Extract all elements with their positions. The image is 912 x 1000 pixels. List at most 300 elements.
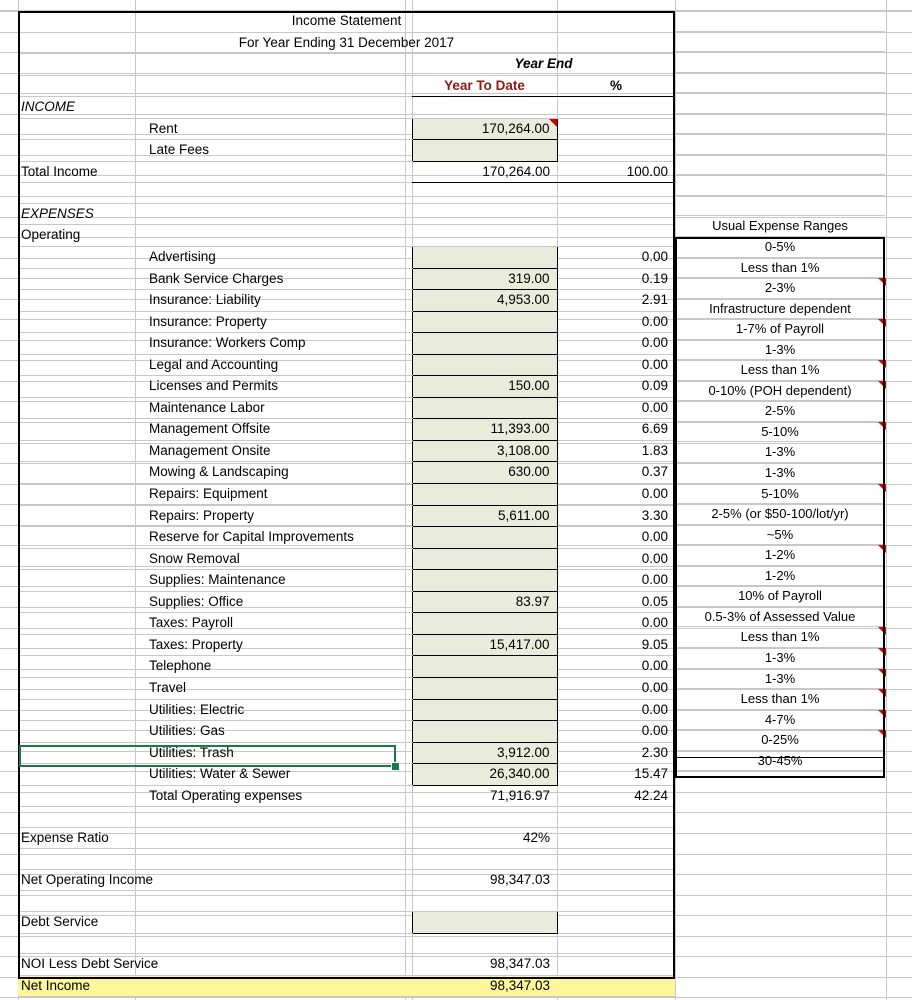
row-label: Legal and Accounting [135,354,405,376]
year-end-header: Year End [412,54,675,76]
empty-cell [18,311,135,333]
net-operating-income-row [18,869,675,891]
expense-range-cell: 0-10% (POH dependent) [675,381,885,402]
empty-cell [405,849,412,870]
expense-range-cell: 1-3% [675,442,885,463]
blank-row [18,807,675,828]
empty-cell [557,911,675,933]
empty-cell [135,975,405,997]
percent-cell: 0.00 [557,247,675,269]
comment-indicator-icon [549,119,557,127]
section-label-operating: Operating [18,225,135,247]
row-label: Advertising [135,247,405,269]
percent-cell: 0.05 [557,591,675,613]
table-row[interactable] [18,290,675,312]
empty-cell [135,203,405,225]
title-row [18,11,675,32]
empty-cell [405,634,412,656]
table-row[interactable] [18,376,675,398]
section-label-expenses: EXPENSES [18,203,135,225]
percent-cell: 0.00 [557,311,675,333]
total-operating-percent: 42.24 [557,785,675,807]
empty-cell [557,225,675,247]
empty-cell [557,203,675,225]
percent-cell: 0.00 [557,677,675,699]
net-income-row [18,975,675,997]
table-row[interactable] [18,440,675,462]
input-cell-ytd[interactable] [412,140,557,162]
percent-cell: 0.00 [557,397,675,419]
input-cell-debt-service[interactable] [412,911,557,933]
expense-range-cell: 1-3% [675,669,885,690]
comment-indicator-icon [878,422,886,430]
row-label: Insurance: Property [135,311,405,333]
table-row[interactable] [18,505,675,527]
table-row[interactable] [18,613,675,635]
empty-cell [412,849,557,870]
empty-cell [405,699,412,721]
empty-cell [412,933,557,954]
empty-cell [135,183,405,204]
total-income-row [18,161,675,183]
empty-cell [405,807,412,828]
empty-cell [405,785,412,807]
empty-cell [405,354,412,376]
empty-cell [405,462,412,484]
input-cell-ytd[interactable] [412,721,557,743]
empty-cell [18,807,135,828]
input-cell-ytd[interactable] [412,397,557,419]
spacer [675,155,885,176]
input-cell-ytd[interactable]: 3,108.00 [412,440,557,462]
empty-cell [405,161,412,183]
empty-cell [18,54,135,76]
empty-cell [405,527,412,549]
expense-range-cell: Less than 1% [675,360,885,381]
percent-cell: 6.69 [557,419,675,441]
table-row[interactable] [18,311,675,333]
percent-cell: 2.91 [557,290,675,312]
empty-cell [18,656,135,678]
empty-cell [405,440,412,462]
net-income-value: 98,347.03 [412,975,557,997]
percent-cell: 2.30 [557,742,675,764]
row-label: Total Income [18,161,135,183]
expense-range-cell: Less than 1% [675,258,885,279]
input-cell-ytd[interactable] [412,570,557,592]
row-label: Insurance: Liability [135,290,405,312]
expense-range-cell: 5-10% [675,422,885,443]
empty-cell [557,183,675,204]
empty-cell [557,869,675,891]
table-row[interactable] [18,140,675,162]
year-end-row [18,54,675,76]
input-cell-ytd[interactable] [412,354,557,376]
expense-range-total-cell: 30-45% [675,751,885,772]
ranges-column-header: Usual Expense Ranges [675,216,885,237]
operating-section-row [18,225,675,247]
empty-cell [557,891,675,912]
empty-cell [405,225,412,247]
empty-cell [135,933,405,954]
expense-range-cell: Less than 1% [675,627,885,648]
section-label-income: INCOME [18,97,135,119]
empty-cell [412,183,557,204]
input-cell-ytd[interactable]: 319.00 [412,268,557,290]
percent-cell: 15.47 [557,764,675,786]
empty-cell [18,699,135,721]
empty-cell [135,161,405,183]
table-row[interactable] [18,118,675,140]
empty-cell [135,807,405,828]
expense-range-cell: 2-5% [675,401,885,422]
expense-range-cell: 4-7% [675,710,885,731]
expense-range-cell: 10% of Payroll [675,586,885,607]
empty-cell [405,140,412,162]
empty-cell [412,891,557,912]
grid-column-line [886,0,887,1000]
comment-indicator-icon [878,381,886,389]
table-row[interactable] [18,656,675,678]
spacer [675,11,885,32]
row-label: Telephone [135,656,405,678]
empty-cell [557,97,675,119]
empty-cell [412,807,557,828]
empty-cell [18,548,135,570]
row-label: Repairs: Property [135,505,405,527]
input-cell-ytd[interactable] [412,699,557,721]
table-row[interactable] [18,484,675,506]
empty-cell [405,311,412,333]
row-label: Insurance: Workers Comp [135,333,405,355]
percent-cell: 0.00 [557,527,675,549]
input-cell-ytd[interactable]: 170,264.00 [412,118,557,140]
expense-range-cell: 0-25% [675,730,885,751]
empty-cell [405,869,412,891]
empty-cell [18,397,135,419]
expense-range-cell: 1-3% [675,648,885,669]
empty-cell [18,891,135,912]
table-row[interactable] [18,333,675,355]
empty-cell [18,290,135,312]
percent-cell: 0.00 [557,721,675,743]
spacer [675,114,885,135]
empty-cell [405,548,412,570]
empty-cell [18,484,135,506]
percent-cell: 0.00 [557,656,675,678]
empty-cell [405,118,412,140]
input-cell-ytd[interactable] [412,548,557,570]
spacer [675,175,885,196]
comment-indicator-icon [878,669,886,677]
empty-cell [18,333,135,355]
empty-cell [18,354,135,376]
row-label: Snow Removal [135,548,405,570]
table-row[interactable] [18,419,675,441]
empty-cell [135,75,405,97]
column-header-percent: % [557,75,675,97]
input-cell-ytd[interactable] [412,677,557,699]
row-label: Net Income [18,975,135,997]
row-label: Licenses and Permits [135,376,405,398]
row-label: Supplies: Office [135,591,405,613]
empty-cell [405,333,412,355]
noi-less-debt-service-row [18,954,675,976]
input-cell-ytd[interactable] [412,656,557,678]
percent-cell: 0.00 [557,354,675,376]
comment-indicator-icon [878,730,886,738]
table-row[interactable] [18,591,675,613]
empty-cell [412,203,557,225]
input-cell-ytd[interactable]: 630.00 [412,462,557,484]
empty-cell [405,975,412,997]
empty-cell [412,225,557,247]
percent-cell: 0.37 [557,462,675,484]
comment-indicator-icon [878,545,886,553]
empty-cell [18,591,135,613]
expenses-section-row [18,203,675,225]
empty-cell [18,183,135,204]
expense-range-cell: Less than 1% [675,689,885,710]
row-label: Net Operating Income [18,869,135,891]
expense-range-cell: 2-3% [675,278,885,299]
input-cell-ytd[interactable]: 83.97 [412,591,557,613]
total-income-percent: 100.00 [557,161,675,183]
empty-cell [135,911,405,933]
expense-range-cell: 1-7% of Payroll [675,319,885,340]
empty-cell [405,376,412,398]
empty-cell [405,656,412,678]
blank-row [18,891,675,912]
input-cell-ytd[interactable]: 15,417.00 [412,634,557,656]
percent-cell: 0.00 [557,699,675,721]
input-cell-ytd[interactable]: 3,912.00 [412,742,557,764]
input-cell-ytd[interactable]: 5,611.00 [412,505,557,527]
input-cell-ytd[interactable] [412,247,557,269]
table-row[interactable] [18,677,675,699]
input-cell-ytd[interactable]: 11,393.00 [412,419,557,441]
expense-range-cell: 5-10% [675,484,885,505]
empty-cell [405,613,412,635]
table-row[interactable] [18,247,675,269]
expense-range-cell: Infrastructure dependent [675,299,885,320]
row-label: Utilities: Electric [135,699,405,721]
spacer [675,196,885,217]
empty-cell [557,975,675,997]
row-label: NOI Less Debt Service [18,954,135,976]
total-operating-ytd: 71,916.97 [412,785,557,807]
spacer [675,73,885,94]
row-label: Mowing & Landscaping [135,462,405,484]
row-label: Travel [135,677,405,699]
row-label: Debt Service [18,911,135,933]
table-row[interactable] [18,354,675,376]
empty-cell [135,97,405,119]
empty-cell [405,570,412,592]
spacer [675,93,885,114]
total-income-ytd: 170,264.00 [412,161,557,183]
row-label: Utilities: Gas [135,721,405,743]
empty-cell [18,75,135,97]
empty-cell [405,203,412,225]
empty-cell [18,570,135,592]
input-cell-ytd[interactable] [412,311,557,333]
table-row[interactable] [18,397,675,419]
empty-cell [405,591,412,613]
row-label: Taxes: Property [135,634,405,656]
table-row[interactable] [18,634,675,656]
empty-cell [405,268,412,290]
comment-indicator-icon [878,710,886,718]
row-label: Management Onsite [135,440,405,462]
percent-cell: 0.19 [557,268,675,290]
input-cell-ytd[interactable]: 150.00 [412,376,557,398]
empty-cell [18,785,135,807]
empty-cell [405,721,412,743]
empty-cell [557,954,675,976]
page-title: Income Statement [18,11,675,32]
debt-service-row[interactable] [18,911,675,933]
row-label: Utilities: Trash [135,742,405,764]
expense-range-cell: 1-3% [675,463,885,484]
total-operating-expenses-row [18,785,675,807]
expense-range-cell: 1-3% [675,340,885,361]
empty-cell [405,954,412,976]
empty-cell [405,505,412,527]
spacer [675,134,885,155]
empty-cell [405,764,412,786]
net-operating-income-value: 98,347.03 [412,869,557,891]
row-label: Management Offsite [135,419,405,441]
income-statement-table[interactable] [18,11,675,997]
empty-cell [405,183,412,204]
empty-cell [18,849,135,870]
row-label: Repairs: Equipment [135,484,405,506]
input-cell-ytd[interactable]: 4,953.00 [412,290,557,312]
empty-cell [405,397,412,419]
row-label: Bank Service Charges [135,268,405,290]
empty-cell [18,118,135,140]
row-label: Total Operating expenses [135,785,405,807]
empty-cell [135,827,405,849]
input-cell-ytd[interactable] [412,484,557,506]
empty-cell [405,933,412,954]
empty-cell [18,677,135,699]
input-cell-ytd[interactable] [412,613,557,635]
comment-indicator-icon [878,484,886,492]
comment-indicator-icon [878,627,886,635]
table-row[interactable] [18,699,675,721]
page-subtitle: For Year Ending 31 December 2017 [18,32,675,54]
table-row[interactable] [18,527,675,549]
row-label: Utilities: Water & Sewer [135,764,405,786]
table-row[interactable] [18,721,675,743]
input-cell-ytd[interactable] [412,333,557,355]
row-label: Reserve for Capital Improvements [135,527,405,549]
row-label: Late Fees [135,140,405,162]
column-header-year-to-date: Year To Date [412,75,557,97]
percent-cell: 0.00 [557,570,675,592]
empty-cell [18,440,135,462]
empty-cell [405,54,412,76]
comment-indicator-icon [878,689,886,697]
comment-indicator-icon [878,360,886,368]
empty-cell [135,849,405,870]
empty-cell [405,677,412,699]
percent-cell: 0.00 [557,333,675,355]
empty-cell [135,225,405,247]
empty-cell [135,54,405,76]
empty-cell [135,869,405,891]
empty-cell [18,933,135,954]
empty-cell [18,462,135,484]
comment-indicator-icon [878,648,886,656]
income-section-row [18,97,675,119]
row-label: Rent [135,118,405,140]
expense-ratio-row [18,827,675,849]
empty-cell [18,527,135,549]
table-row[interactable] [18,548,675,570]
empty-cell [18,419,135,441]
ranges-body [675,237,885,771]
empty-cell [405,891,412,912]
expense-range-cell: ~5% [675,525,885,546]
usual-expense-ranges-column [675,11,885,771]
empty-cell [18,721,135,743]
comment-indicator-icon [878,278,886,286]
table-row[interactable] [18,268,675,290]
expense-range-cell: 1-2% [675,545,885,566]
blank-row [18,183,675,204]
empty-cell [412,97,557,119]
empty-cell [135,891,405,912]
input-cell-ytd[interactable]: 26,340.00 [412,764,557,786]
table-row[interactable] [18,462,675,484]
percent-cell: 0.00 [557,548,675,570]
noi-less-debt-service-value: 98,347.03 [412,954,557,976]
empty-cell [557,807,675,828]
empty-cell [18,634,135,656]
percent-cell: 1.83 [557,440,675,462]
table-row[interactable] [18,764,675,786]
empty-cell [18,376,135,398]
empty-cell [405,742,412,764]
empty-cell [405,419,412,441]
empty-cell [135,954,405,976]
empty-cell [405,97,412,119]
empty-cell [557,118,675,140]
table-row[interactable] [18,742,675,764]
empty-cell [557,849,675,870]
empty-cell [18,613,135,635]
percent-cell: 3.30 [557,505,675,527]
empty-cell [18,764,135,786]
blank-row [18,933,675,954]
empty-cell [18,505,135,527]
empty-cell [405,247,412,269]
empty-cell [405,827,412,849]
input-cell-ytd[interactable] [412,527,557,549]
expense-range-cell: 0.5-3% of Assessed Value [675,607,885,628]
percent-cell: 0.00 [557,484,675,506]
comment-indicator-icon [878,319,886,327]
expense-range-cell: 1-2% [675,566,885,587]
empty-cell [405,290,412,312]
empty-cell [405,75,412,97]
empty-cell [405,911,412,933]
empty-cell [557,827,675,849]
table-row[interactable] [18,570,675,592]
